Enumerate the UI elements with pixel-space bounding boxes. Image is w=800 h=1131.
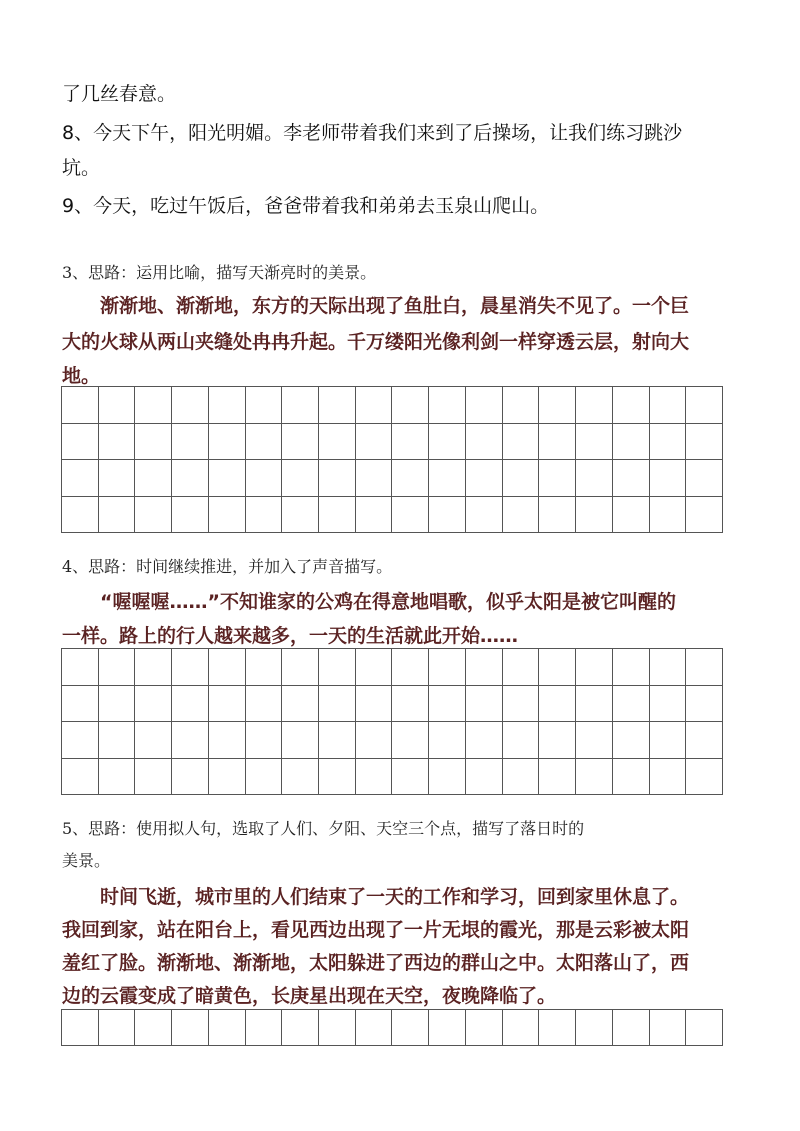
grid-cell[interactable] [613,1010,650,1046]
grid-cell[interactable] [539,649,576,686]
grid-cell[interactable] [246,722,283,759]
grid-cell[interactable] [392,649,429,686]
grid-cell[interactable] [576,759,613,796]
grid-cell[interactable] [209,759,246,796]
text-line-3: 坑。 [62,157,101,179]
grid-cell[interactable] [356,686,393,723]
grid-cell[interactable] [135,1010,172,1046]
grid-cell[interactable] [576,424,613,461]
grid-cell[interactable] [686,686,723,723]
grid-cell[interactable] [99,1010,136,1046]
grid-cell[interactable] [172,759,209,796]
grid-cell[interactable] [356,722,393,759]
grid-cell[interactable] [135,649,172,686]
grid-cell[interactable] [246,497,283,534]
grid-cell[interactable] [503,424,540,461]
grid-cell[interactable] [466,387,503,424]
grid-cell[interactable] [539,424,576,461]
grid-cell[interactable] [576,686,613,723]
section3-line-3: 地。 [62,365,101,387]
grid-cell[interactable] [135,424,172,461]
grid-cell[interactable] [209,497,246,534]
writing-grid-section4[interactable] [61,648,723,795]
grid-cell[interactable] [466,497,503,534]
grid-cell[interactable] [503,649,540,686]
grid-cell[interactable] [62,1010,99,1046]
grid-cell[interactable] [392,1010,429,1046]
grid-cell[interactable] [209,686,246,723]
grid-cell[interactable] [356,759,393,796]
grid-cell[interactable] [650,722,687,759]
grid-cell[interactable] [356,649,393,686]
grid-cell[interactable] [209,722,246,759]
grid-cell[interactable] [392,759,429,796]
grid-cell[interactable] [246,424,283,461]
grid-cell[interactable] [135,722,172,759]
grid-cell[interactable] [650,497,687,534]
grid-cell[interactable] [392,497,429,534]
grid-cell[interactable] [576,649,613,686]
grid-cell[interactable] [576,460,613,497]
grid-cell[interactable] [650,649,687,686]
section4-idea: 4、思路：时间继续推进，并加入了声音描写。 [62,557,393,576]
section5-idea-line-1: 5、思路：使用拟人句，选取了人们、夕阳、天空三个点，描写了落日时的 [62,819,585,838]
grid-cell[interactable] [209,1010,246,1046]
grid-cell[interactable] [62,424,99,461]
grid-cell[interactable] [503,497,540,534]
grid-cell[interactable] [172,722,209,759]
grid-cell[interactable] [356,497,393,534]
grid-cell[interactable] [576,497,613,534]
section3-idea: 3、思路：运用比喻，描写天渐亮时的美景。 [62,263,377,282]
grid-cell[interactable] [319,424,356,461]
grid-cell[interactable] [209,424,246,461]
grid-cell[interactable] [282,460,319,497]
grid-cell[interactable] [576,387,613,424]
grid-cell[interactable] [466,686,503,723]
grid-cell[interactable] [392,424,429,461]
grid-cell[interactable] [429,649,466,686]
grid-cell[interactable] [172,387,209,424]
writing-grid-section3[interactable] [61,386,723,533]
grid-cell[interactable] [392,387,429,424]
grid-cell[interactable] [135,497,172,534]
grid-cell[interactable] [356,460,393,497]
section5-idea-line-2: 美景。 [62,851,111,870]
grid-cell[interactable] [686,722,723,759]
grid-cell[interactable] [62,759,99,796]
grid-cell[interactable] [429,686,466,723]
grid-cell[interactable] [539,722,576,759]
grid-cell[interactable] [392,460,429,497]
section3-line-1: 渐渐地、渐渐地，东方的天际出现了鱼肚白，晨星消失不见了。一个巨 [62,295,690,317]
text-line-1: 了几丝春意。 [62,83,177,105]
grid-cell[interactable] [135,759,172,796]
grid-cell[interactable] [282,497,319,534]
grid-cell[interactable] [686,387,723,424]
grid-cell[interactable] [62,460,99,497]
grid-cell[interactable] [503,686,540,723]
grid-cell[interactable] [246,759,283,796]
grid-cell[interactable] [686,759,723,796]
grid-cell[interactable] [356,1010,393,1046]
grid-cell[interactable] [99,497,136,534]
grid-cell[interactable] [282,759,319,796]
grid-cell[interactable] [650,460,687,497]
grid-cell[interactable] [429,722,466,759]
grid-cell[interactable] [613,686,650,723]
text-line-4: 9、今天，吃过午饭后，爸爸带着我和弟弟去玉泉山爬山。 [62,195,550,217]
grid-cell[interactable] [282,649,319,686]
grid-cell[interactable] [613,387,650,424]
grid-cell[interactable] [650,424,687,461]
grid-cell[interactable] [172,460,209,497]
grid-cell[interactable] [539,387,576,424]
grid-cell[interactable] [282,387,319,424]
grid-cell[interactable] [246,1010,283,1046]
grid-cell[interactable] [246,649,283,686]
grid-cell[interactable] [282,722,319,759]
grid-cell[interactable] [429,460,466,497]
grid-cell[interactable] [613,722,650,759]
grid-cell[interactable] [650,759,687,796]
grid-cell[interactable] [392,722,429,759]
grid-cell[interactable] [99,424,136,461]
grid-cell[interactable] [466,722,503,759]
grid-cell[interactable] [356,424,393,461]
grid-cell[interactable] [650,686,687,723]
grid-cell[interactable] [613,424,650,461]
grid-cell[interactable] [319,759,356,796]
writing-grid-section5[interactable] [61,1009,723,1046]
grid-cell[interactable] [539,686,576,723]
grid-cell[interactable] [319,387,356,424]
grid-cell[interactable] [246,460,283,497]
grid-cell[interactable] [503,387,540,424]
grid-cell[interactable] [319,722,356,759]
grid-cell[interactable] [392,686,429,723]
grid-cell[interactable] [62,686,99,723]
grid-cell[interactable] [429,424,466,461]
grid-cell[interactable] [319,649,356,686]
grid-cell[interactable] [135,387,172,424]
grid-cell[interactable] [99,686,136,723]
section4-line-1: “喔喔喔……”不知谁家的公鸡在得意地唱歌，似乎太阳是被它叫醒的 [62,591,676,613]
grid-cell[interactable] [686,649,723,686]
grid-cell[interactable] [429,497,466,534]
grid-cell[interactable] [686,1010,723,1046]
grid-cell[interactable] [466,460,503,497]
grid-cell[interactable] [99,387,136,424]
grid-cell[interactable] [576,722,613,759]
grid-cell[interactable] [172,649,209,686]
grid-cell[interactable] [99,649,136,686]
grid-cell[interactable] [466,1010,503,1046]
grid-cell[interactable] [282,686,319,723]
grid-cell[interactable] [62,497,99,534]
grid-cell[interactable] [135,686,172,723]
grid-cell[interactable] [503,460,540,497]
section5-line-2: 我回到家，站在阳台上，看见西边出现了一片无垠的霞光，那是云彩被太阳 [62,919,690,941]
grid-cell[interactable] [319,1010,356,1046]
grid-cell[interactable] [503,1010,540,1046]
grid-cell[interactable] [62,649,99,686]
grid-cell[interactable] [172,424,209,461]
grid-cell[interactable] [62,722,99,759]
grid-cell[interactable] [650,1010,687,1046]
grid-cell[interactable] [466,649,503,686]
grid-cell[interactable] [539,460,576,497]
grid-cell[interactable] [613,460,650,497]
grid-cell[interactable] [135,460,172,497]
grid-cell[interactable] [613,649,650,686]
grid-cell[interactable] [539,759,576,796]
grid-cell[interactable] [282,424,319,461]
grid-cell[interactable] [613,497,650,534]
grid-cell[interactable] [429,759,466,796]
section4-line-2: 一样。路上的行人越来越多，一天的生活就此开始…… [62,625,519,647]
grid-cell[interactable] [209,649,246,686]
grid-cell[interactable] [576,1010,613,1046]
section5-line-1: 时间飞逝，城市里的人们结束了一天的工作和学习，回到家里休息了。 [62,886,690,908]
grid-cell[interactable] [319,497,356,534]
grid-cell[interactable] [613,759,650,796]
grid-cell[interactable] [62,387,99,424]
grid-cell[interactable] [466,759,503,796]
grid-cell[interactable] [686,497,723,534]
grid-cell[interactable] [319,686,356,723]
grid-cell[interactable] [246,686,283,723]
grid-cell[interactable] [466,424,503,461]
grid-cell[interactable] [503,722,540,759]
grid-cell[interactable] [246,387,283,424]
grid-cell[interactable] [99,722,136,759]
grid-cell[interactable] [686,460,723,497]
grid-cell[interactable] [539,497,576,534]
grid-cell[interactable] [539,1010,576,1046]
grid-cell[interactable] [429,387,466,424]
grid-cell[interactable] [282,1010,319,1046]
grid-cell[interactable] [650,387,687,424]
section5-line-3: 羞红了脸。渐渐地、渐渐地，太阳躲进了西边的群山之中。太阳落山了，西 [62,952,690,974]
grid-cell[interactable] [503,759,540,796]
text-line-2: 8、今天下午，阳光明媚。李老师带着我们来到了后操场，让我们练习跳沙 [62,122,683,144]
section3-line-2: 大的火球从两山夹缝处冉冉升起。千万缕阳光像利剑一样穿透云层，射向大 [62,331,690,353]
grid-cell[interactable] [429,1010,466,1046]
grid-cell[interactable] [356,387,393,424]
grid-cell[interactable] [209,387,246,424]
grid-cell[interactable] [209,460,246,497]
grid-cell[interactable] [99,759,136,796]
grid-cell[interactable] [686,424,723,461]
grid-cell[interactable] [172,1010,209,1046]
grid-cell[interactable] [319,460,356,497]
section5-line-4: 边的云霞变成了暗黄色，长庚星出现在天空，夜晚降临了。 [62,985,557,1007]
grid-cell[interactable] [99,460,136,497]
grid-cell[interactable] [172,686,209,723]
grid-cell[interactable] [172,497,209,534]
